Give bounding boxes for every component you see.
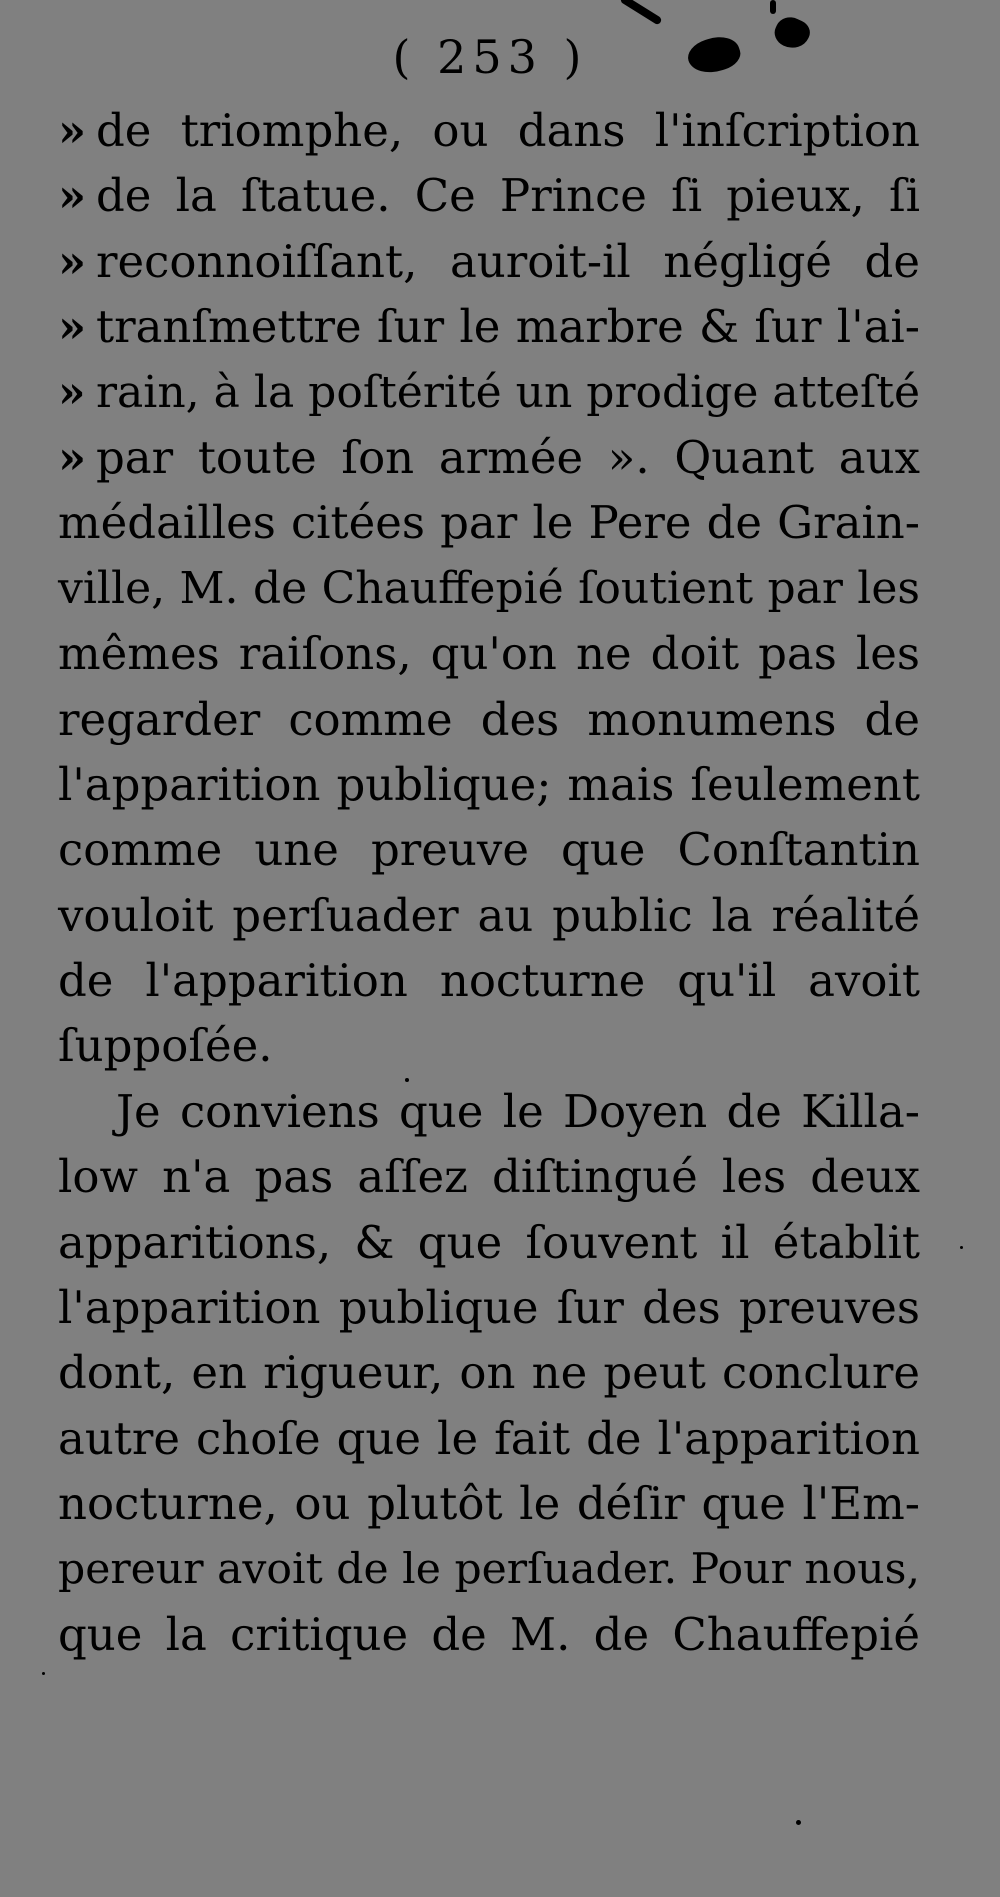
text-line <box>58 163 920 228</box>
guillemet-mark: » <box>58 430 87 484</box>
guillemet-mark: » <box>58 300 87 354</box>
text-line <box>58 621 920 686</box>
text-line <box>58 687 920 752</box>
text-line <box>58 294 920 359</box>
line-text: rain, à la poſtérité un prodige atteſté <box>96 366 921 418</box>
paper-speck <box>960 1246 963 1249</box>
guillemet-mark: » <box>58 234 87 288</box>
text-line <box>58 948 920 1013</box>
text-line <box>58 883 920 948</box>
line-text: de la ſtatue. Ce Prince ſi pieux, ſi <box>96 169 920 223</box>
line-text: de triomphe, ou dans l'inſcription <box>96 104 920 157</box>
text-line: low n'a pas aſſez diſtingué les deux <box>58 1150 920 1204</box>
ink-blot-mark <box>619 0 662 26</box>
guillemet-mark: » <box>58 169 87 223</box>
line-text: ville, M. de Chauffepié ſoutient par les <box>58 562 920 614</box>
guillemet-mark: » <box>58 366 86 418</box>
text-line: pereur avoit de le perſuader. Pour nous, <box>58 1544 920 1594</box>
line-text: tranſmettre ſur le marbre & ſur l'ai- <box>96 300 920 354</box>
text-line: Je conviens que le Doyen de Killa- <box>116 1084 920 1138</box>
text-line: que la critique de M. de Chauffepié <box>58 1607 920 1661</box>
paragraph-2 <box>58 1079 920 1668</box>
line-text: médailles citées par le Pere de Grain- <box>58 496 920 550</box>
line-text: de l'apparition nocturne qu'il avoit <box>58 954 920 1008</box>
line-text: l'apparition publique; mais ſeulement <box>58 757 920 811</box>
text-line <box>58 556 920 621</box>
text-line <box>58 229 920 294</box>
line-text: comme une preuve que Conſtantin <box>58 823 920 877</box>
text-line <box>58 98 920 163</box>
text-line: autre choſe que le fait de l'apparition <box>58 1411 920 1465</box>
text-line: apparitions, & que ſouvent il établit <box>58 1215 920 1269</box>
text-line: l'apparition publique ſur des preuves <box>58 1281 920 1335</box>
guillemet-mark: » <box>58 104 87 157</box>
text-line <box>58 425 920 490</box>
page-number: ( 253 ) <box>392 30 588 84</box>
paragraph-1 <box>58 98 920 1079</box>
ink-blot-mark <box>770 0 776 14</box>
line-text: regarder comme des monumens de <box>58 692 920 746</box>
text-line: nocturne, ou plutôt le déſir que l'Em- <box>58 1477 920 1531</box>
line-text: mêmes raiſons, qu'on ne doit pas les <box>58 627 920 681</box>
text-line <box>58 490 920 555</box>
paper-speck <box>796 1820 801 1825</box>
text-line <box>58 1013 920 1078</box>
text-line <box>58 817 920 882</box>
paper-speck <box>42 1672 45 1675</box>
line-text: ſuppoſée. <box>58 1019 273 1073</box>
line-text: par toute ſon armée ». Quant aux <box>96 430 920 484</box>
line-text: reconnoiſſant, auroit-il négligé de <box>96 234 920 288</box>
body-text <box>58 98 920 1667</box>
text-line <box>58 752 920 817</box>
line-text: vouloit perſuader au public la réalité <box>58 888 920 942</box>
text-line: dont, en rigueur, on ne peut conclure <box>58 1346 920 1400</box>
text-line <box>58 360 920 425</box>
